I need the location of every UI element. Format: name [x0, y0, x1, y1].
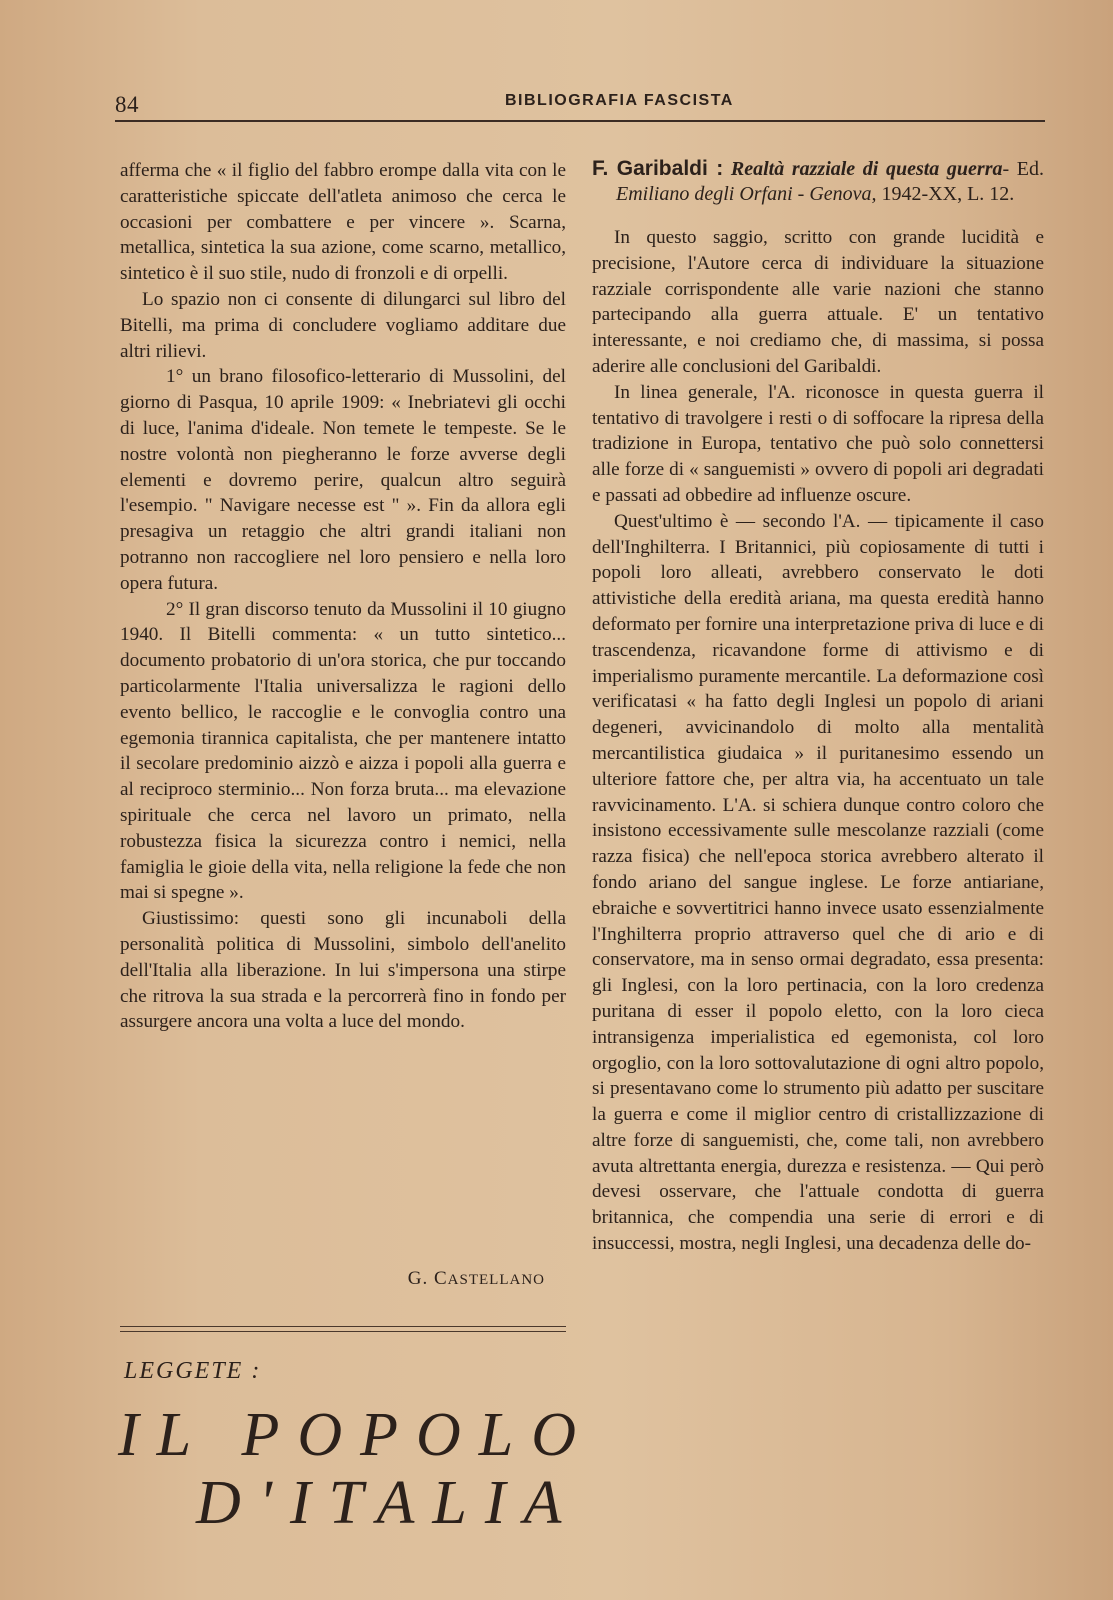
advert-title-line2: D'ITALIA — [196, 1469, 580, 1537]
right-column — [592, 156, 1044, 1257]
left-column — [120, 158, 566, 1035]
book-editor-prefix: - Ed. — [1002, 158, 1044, 180]
paragraph: 1° un brano filosofico-letterario di Mussolini, del giorno di Pasqua, 10 aprile 1909: « Inebriatevi gli occhi di luce, l'anima d'ideale. Non temete le tempeste. Se le nostre volontà non piegheranno le forze avverse degli elementi e dovremo perire, qualcun altro seguirà l'esempio. " Navigare necesse est " ». Fin da allora egli presagiva un retaggio che altri grandi italiani non potranno non raccogliere nel loro pensiero e nella loro opera futura. — [120, 366, 566, 594]
header-rule — [115, 120, 1045, 122]
section-divider — [120, 1326, 566, 1332]
paragraph: In linea generale, l'A. riconosce in questa guerra il tentativo di travolgere i resti o di soffocare la ripresa della tradizione in Europa, tentativo che può solo connettersi alle forze di « sanguemisti » ovvero di popoli ari degradati e passati ad obbedire ad influenze oscure. — [592, 381, 1044, 506]
paragraph: afferma che « il figlio del fabbro erompe dalla vita con le caratteristiche spiccate dell'atleta animoso che cerca le occasioni per combattere e per vincere ». Scarna, metallica, sintetica la sua azione, come scarno, metallico, sintetico è il suo stile, nudo di fronzoli e di orpelli. — [120, 160, 566, 285]
book-details: 1942-XX, L. 12. — [876, 183, 1015, 205]
page-number: 84 — [115, 92, 139, 117]
signature-surname: ASTELLANO — [447, 1272, 545, 1288]
paragraph: In questo saggio, scritto con grande lucidità e precisione, l'Autore cerca di individuare la situazione razziale corrispondente alle varie nazioni che stanno partecipando alla guerra attuale. E' un tentativo interessante, e noi crediamo che, di massima, si possa aderire alle conclusioni del Garibaldi. — [592, 227, 1044, 377]
advert-label: LEGGETE : — [124, 1358, 262, 1384]
paragraph: Quest'ultimo è — secondo l'A. — tipicamente il caso dell'Inghilterra. I Britannici, più copiosamente di tutti i popoli loro alleati, avrebbero conservato le doti attivistiche della eredità ariana, ma questa eredità hanno deformato per fornire una interpretazione priva di luce e di trascendenza, ricavandone forme di attivismo e di imperialismo puramente mercantile. La deformazione così verificatasi « ha fatto degli Inglesi un popolo di ariani degeneri, avvicinandolo di molto alla mentalità mercantilistica giudaica » il puritanesimo essendo un ulteriore fattore che, per altra via, ha accentuato un tale ravvicinamento. L'A. si schiera dunque contro coloro che insistono eccessivamente sulle mescolanze razziali (come razza fisica) che nell'epoca storica avrebbero alterato il fondo ariano del sangue inglese. Le forze antiariane, ebraiche e sovvertitrici hanno invece usato essenzialmente l'Inghilterra proprio attraverso quel che di ario e di conservatore, ma in senso ormai degradato, essa presenta: gli Inglesi, con la loro pertinacia, con la loro credenza puritana di esser il popolo eletto, con la loro cieca intransigenza imperialistica ed egemonista, col loro orgoglio, con la loro sottovalutazione di ogni altro popolo, si presentavano come lo strumento più adatto per suscitare la guerra e come il miglior centro di cristallizzazione di altre forze di sanguemisti, che, come tali, non avrebbero avuta altrettanta energia, durezza e resistenza. — Qui però devesi osservare, che l'attuale condotta di guerra britannica, che compendia una serie di errori e di insuccessi, mostra, negli Inglesi, una decadenza delle do- — [592, 510, 1044, 1255]
book-citation — [592, 156, 1044, 207]
book-editor: Emiliano degli Orfani - Genova, — [616, 183, 877, 205]
running-title: BIBLIOGRAFIA FASCISTA — [505, 92, 734, 109]
advert-title-line1: IL POPOLO — [118, 1401, 595, 1469]
book-author: F. Garibaldi : — [592, 157, 724, 180]
paragraph: Lo spazio non ci consente di dilungarci sul libro del Bitelli, ma prima di concludere vogliamo additare due altri rilievi. — [120, 288, 566, 362]
book-title: Realtà razziale di questa guerra — [730, 158, 1003, 180]
review-signature — [120, 1268, 545, 1290]
signature-initial: G. C — [407, 1268, 448, 1289]
paragraph: 2° Il gran discorso tenuto da Mussolini il 10 giugno 1940. Il Bitelli commenta: « un tutto sintetico... documento probatorio di un'ora storica, che pur toccando particolarmente l'Italia universalizza le ragioni dello evento bellico, le raccoglie e le convoglia contro una egemonia tirannica capitalista, che per mantenere intatto il secolare predominio aizzò e aizza i popoli alla guerra e al reciproco sterminio... Non forza bruta... ma elevazione spirituale che cerca nel lavoro un primato, nella robustezza fisica la sicurezza contro i nemici, nella famiglia le gioie della vita, nella religione la fede che non mai si spegne ». — [120, 598, 566, 904]
page-header — [115, 86, 1045, 126]
paragraph: Giustissimo: questi sono gli incunaboli della personalità politica di Mussolini, simbolo dell'anelito dell'Italia alla liberazione. In lui s'impersona una stirpe che ritrova la sua strada e la percorrerà fino in fondo per assurgere ancora una volta a luce del mondo. — [120, 908, 566, 1033]
